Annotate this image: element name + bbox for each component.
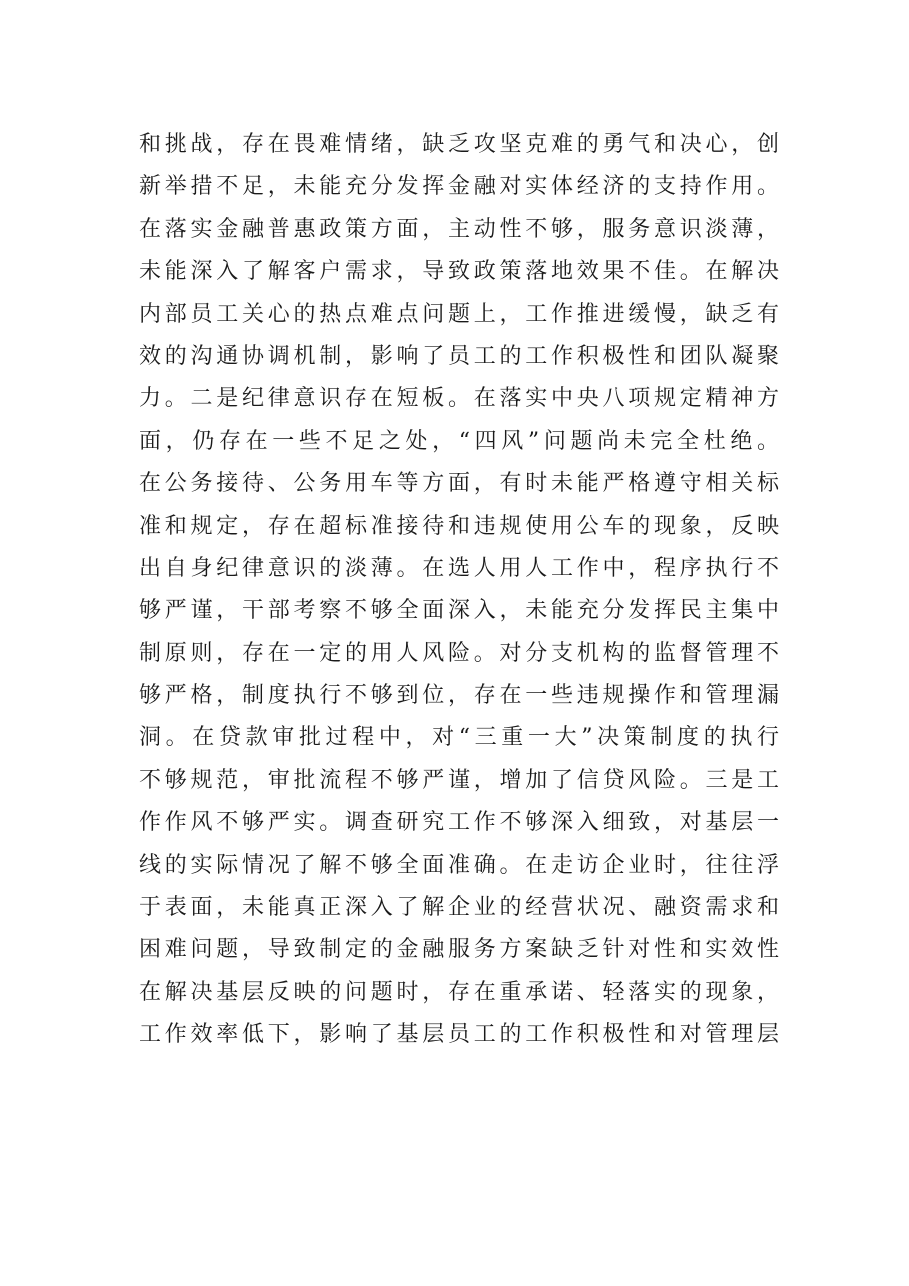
text-line: 于表面，未能真正深入了解企业的经营状况、融资需求和 bbox=[139, 895, 779, 921]
text-line: 效的沟通协调机制，影响了员工的工作积极性和团队凝聚 bbox=[139, 343, 779, 369]
body-text bbox=[139, 124, 779, 1057]
text-line: 够严谨，干部考察不够全面深入，未能充分发挥民主集中 bbox=[139, 598, 779, 624]
text-line: 制原则，存在一定的用人风险。对分支机构的监督管理不 bbox=[139, 640, 779, 666]
text-line: 线的实际情况了解不够全面准确。在走访企业时，往往浮 bbox=[139, 852, 779, 878]
text-line: 出自身纪律意识的淡薄。在选人用人工作中，程序执行不 bbox=[139, 555, 779, 581]
text-line: 力。二是纪律意识存在短板。在落实中央八项规定精神方 bbox=[139, 386, 779, 412]
text-line: 不够规范，审批流程不够严谨，增加了信贷风险。三是工 bbox=[139, 767, 779, 793]
text-line: 够严格，制度执行不够到位，存在一些违规操作和管理漏 bbox=[139, 683, 779, 709]
text-line: 困难问题，导致制定的金融服务方案缺乏针对性和实效性 bbox=[139, 937, 779, 963]
text-line: 未能深入了解客户需求，导致政策落地效果不佳。在解决 bbox=[139, 259, 779, 285]
text-line: 洞。在贷款审批过程中，对“三重一大”决策制度的执行 bbox=[139, 725, 779, 751]
text-line: 在落实金融普惠政策方面，主动性不够，服务意识淡薄， bbox=[139, 216, 779, 242]
text-line: 在解决基层反映的问题时，存在重承诺、轻落实的现象， bbox=[139, 979, 779, 1005]
text-line: 准和规定，存在超标准接待和违规使用公车的现象，反映 bbox=[139, 513, 779, 539]
text-line: 和挑战，存在畏难情绪，缺乏攻坚克难的勇气和决心，创 bbox=[139, 132, 779, 157]
text-line: 面，仍存在一些不足之处，“四风”问题尚未完全杜绝。 bbox=[139, 428, 779, 454]
text-line: 作作风不够严实。调查研究工作不够深入细致，对基层一 bbox=[139, 810, 779, 836]
text-line: 工作效率低下，影响了基层员工的工作积极性和对管理层 bbox=[139, 1022, 779, 1048]
text-line: 在公务接待、公务用车等方面，有时未能严格遵守相关标 bbox=[139, 471, 779, 497]
text-line: 内部员工关心的热点难点问题上，工作推进缓慢，缺乏有 bbox=[139, 301, 779, 327]
text-line: 新举措不足，未能充分发挥金融对实体经济的支持作用。 bbox=[139, 174, 779, 200]
